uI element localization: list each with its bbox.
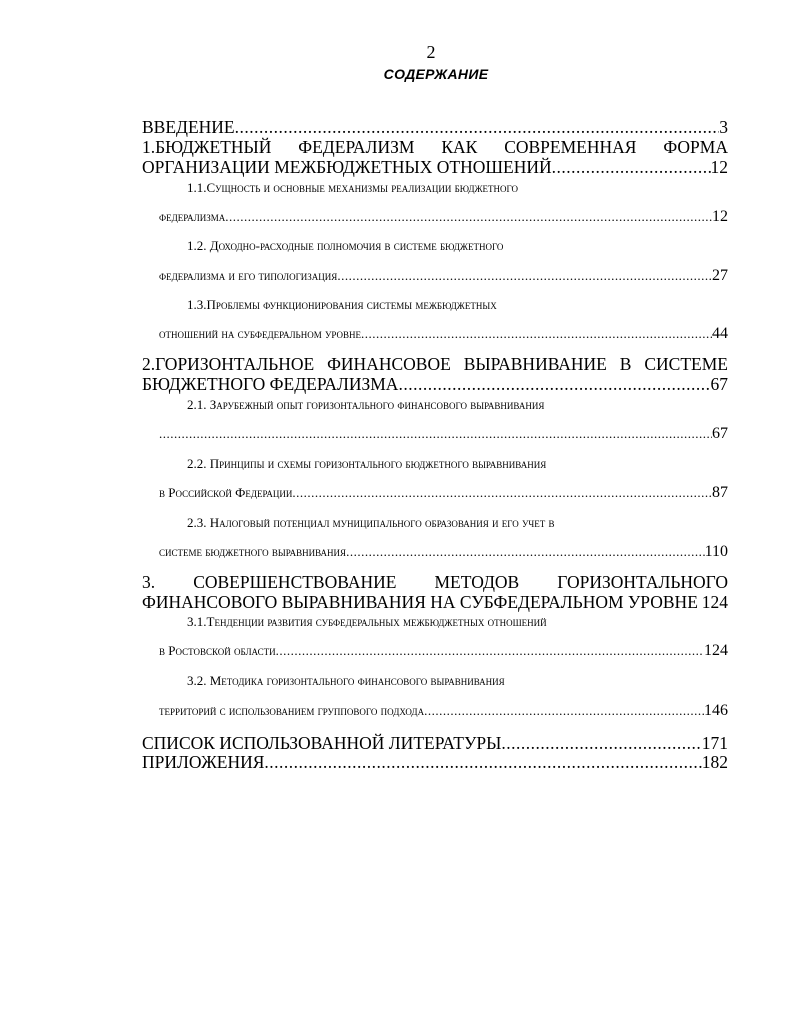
toc-entry-page: 182 (701, 752, 728, 772)
title-word: ФИНАНСОВОЕ (327, 354, 451, 374)
toc-entry-label: системе бюджетного выравнивания (159, 544, 347, 559)
toc-entry-page: 87 (712, 484, 728, 501)
toc-entry-label: БЮДЖЕТНОГО ФЕДЕРАЛИЗМА (142, 374, 399, 394)
toc-chapter-2-title[interactable] (142, 354, 728, 374)
title-word: МЕТОДОВ (434, 572, 520, 592)
toc-entry-page: 3 (719, 117, 728, 137)
title-word: 3. (142, 572, 156, 592)
toc-entry-label: 1.1.Сущность и основные механизмы реализации бюджетного (187, 180, 518, 195)
title-word: 2.ГОРИЗОНТАЛЬНОЕ (142, 354, 315, 374)
toc-entry-intro[interactable] (142, 117, 728, 137)
dot-leader (292, 485, 712, 501)
toc-entry-label: отношений на субфедеральном уровне (159, 326, 361, 341)
dot-leader (235, 117, 720, 137)
dot-leader (424, 703, 704, 719)
toc-section-2-1[interactable] (159, 426, 728, 442)
toc-chapter-2[interactable] (142, 374, 728, 394)
toc-entry-label: ОРГАНИЗАЦИИ МЕЖБЮДЖЕТНЫХ ОТНОШЕНИЙ (142, 157, 552, 177)
toc-chapter-3-title[interactable] (142, 572, 728, 592)
toc-section-1-3[interactable] (159, 326, 728, 342)
toc-chapter-3[interactable] (142, 592, 728, 612)
toc-section-1-3-title[interactable] (187, 297, 727, 313)
toc-entry-label: ФИНАНСОВОГО ВЫРАВНИВАНИЯ НА СУБФЕДЕРАЛЬНОМ УРОВНЕ (142, 592, 698, 612)
toc-entry-label: в Ростовской области (159, 643, 276, 658)
toc-entry-label: федерализма (159, 209, 226, 224)
toc-entry-label: федерализма и его типологизация (159, 268, 338, 283)
title-word: СОВРЕМЕННАЯ (504, 137, 637, 157)
toc-section-1-2-title[interactable] (187, 238, 727, 254)
toc-entry-page: 67 (712, 425, 728, 442)
toc-entry-page: 27 (712, 267, 728, 284)
title-word: СИСТЕМЕ (644, 354, 728, 374)
dot-leader (361, 326, 712, 342)
page-number: 2 (426, 42, 436, 62)
title-word: ВЫРАВНИВАНИЕ (463, 354, 607, 374)
toc-entry-appendices[interactable] (142, 752, 728, 772)
dot-leader (264, 752, 701, 772)
dot-leader (398, 374, 710, 394)
title-word: 1.БЮДЖЕТНЫЙ (142, 137, 272, 157)
toc-section-2-3[interactable] (159, 544, 728, 560)
toc-entry-label: 1.2. Доходно-расходные полномочия в системе бюджетного (187, 238, 504, 253)
toc-entry-page: 12 (710, 157, 728, 177)
toc-entry-page: 12 (712, 208, 728, 225)
toc-section-2-3-title[interactable] (187, 515, 727, 531)
dot-leader (552, 157, 711, 177)
toc-section-3-1[interactable] (159, 643, 728, 659)
page-title: СОДЕРЖАНИЕ (383, 66, 489, 82)
toc-entry-label: территорий с использованием группового подхода (159, 703, 425, 718)
toc-entry-label: ВВЕДЕНИЕ (142, 117, 235, 137)
toc-section-3-2-title[interactable] (187, 673, 727, 689)
dot-leader (501, 733, 701, 753)
toc-entry-page: 67 (710, 374, 728, 394)
toc-entry-page: 171 (701, 733, 728, 753)
toc-chapter-1[interactable] (142, 157, 728, 177)
toc-entry-label: в Российской Федерации (159, 485, 293, 500)
toc-chapter-1-title[interactable] (142, 137, 728, 157)
toc-entry-label: 3.1.Тенденции развития субфедеральных межбюджетных отношений (187, 614, 547, 629)
title-word: В (619, 354, 632, 374)
dot-leader (225, 209, 712, 225)
toc-entry-label: 2.1. Зарубежный опыт горизонтального финансового выравнивания (187, 397, 545, 412)
title-word: ГОРИЗОНТАЛЬНОГО (557, 572, 728, 592)
toc-section-1-2[interactable] (159, 268, 728, 284)
toc-section-3-1-title[interactable] (187, 614, 727, 630)
dot-leader (276, 643, 704, 659)
toc-entry-page: 146 (704, 702, 728, 719)
toc-section-2-2-title[interactable] (187, 456, 727, 472)
toc-entry-page: 44 (712, 325, 728, 342)
toc-entry-page: 124 (704, 642, 728, 659)
toc-section-2-2[interactable] (159, 485, 728, 501)
toc-entry-label: 3.2. Методика горизонтального финансового выравнивания (187, 673, 505, 688)
dot-leader (159, 426, 712, 442)
toc-entry-page: 110 (704, 543, 728, 560)
toc-section-1-1-title[interactable] (187, 180, 727, 196)
dot-leader (337, 268, 712, 284)
title-word: ФОРМА (663, 137, 728, 157)
toc-entry-references[interactable] (142, 733, 728, 753)
title-word: ФЕДЕРАЛИЗМ (298, 137, 415, 157)
toc-entry-label: 1.3.Проблемы функционирования системы межбюджетных (187, 297, 497, 312)
toc-entry-label: СПИСОК ИСПОЛЬЗОВАННОЙ ЛИТЕРАТУРЫ (142, 733, 502, 753)
toc-section-3-2[interactable] (159, 703, 728, 719)
toc-entry-label: 2.2. Принципы и схемы горизонтального бюджетного выравнивания (187, 456, 547, 471)
toc-entry-label: 2.3. Налоговый потенциал муниципального образования и его учет в (187, 515, 555, 530)
title-word: КАК (441, 137, 478, 157)
title-word: СОВЕРШЕНСТВОВАНИЕ (193, 572, 397, 592)
toc-section-2-1-title[interactable] (187, 397, 727, 413)
toc-entry-page: 124 (701, 592, 728, 612)
toc-entry-label: ПРИЛОЖЕНИЯ (142, 752, 265, 772)
dot-leader (346, 544, 705, 560)
toc-section-1-1[interactable] (159, 209, 728, 225)
